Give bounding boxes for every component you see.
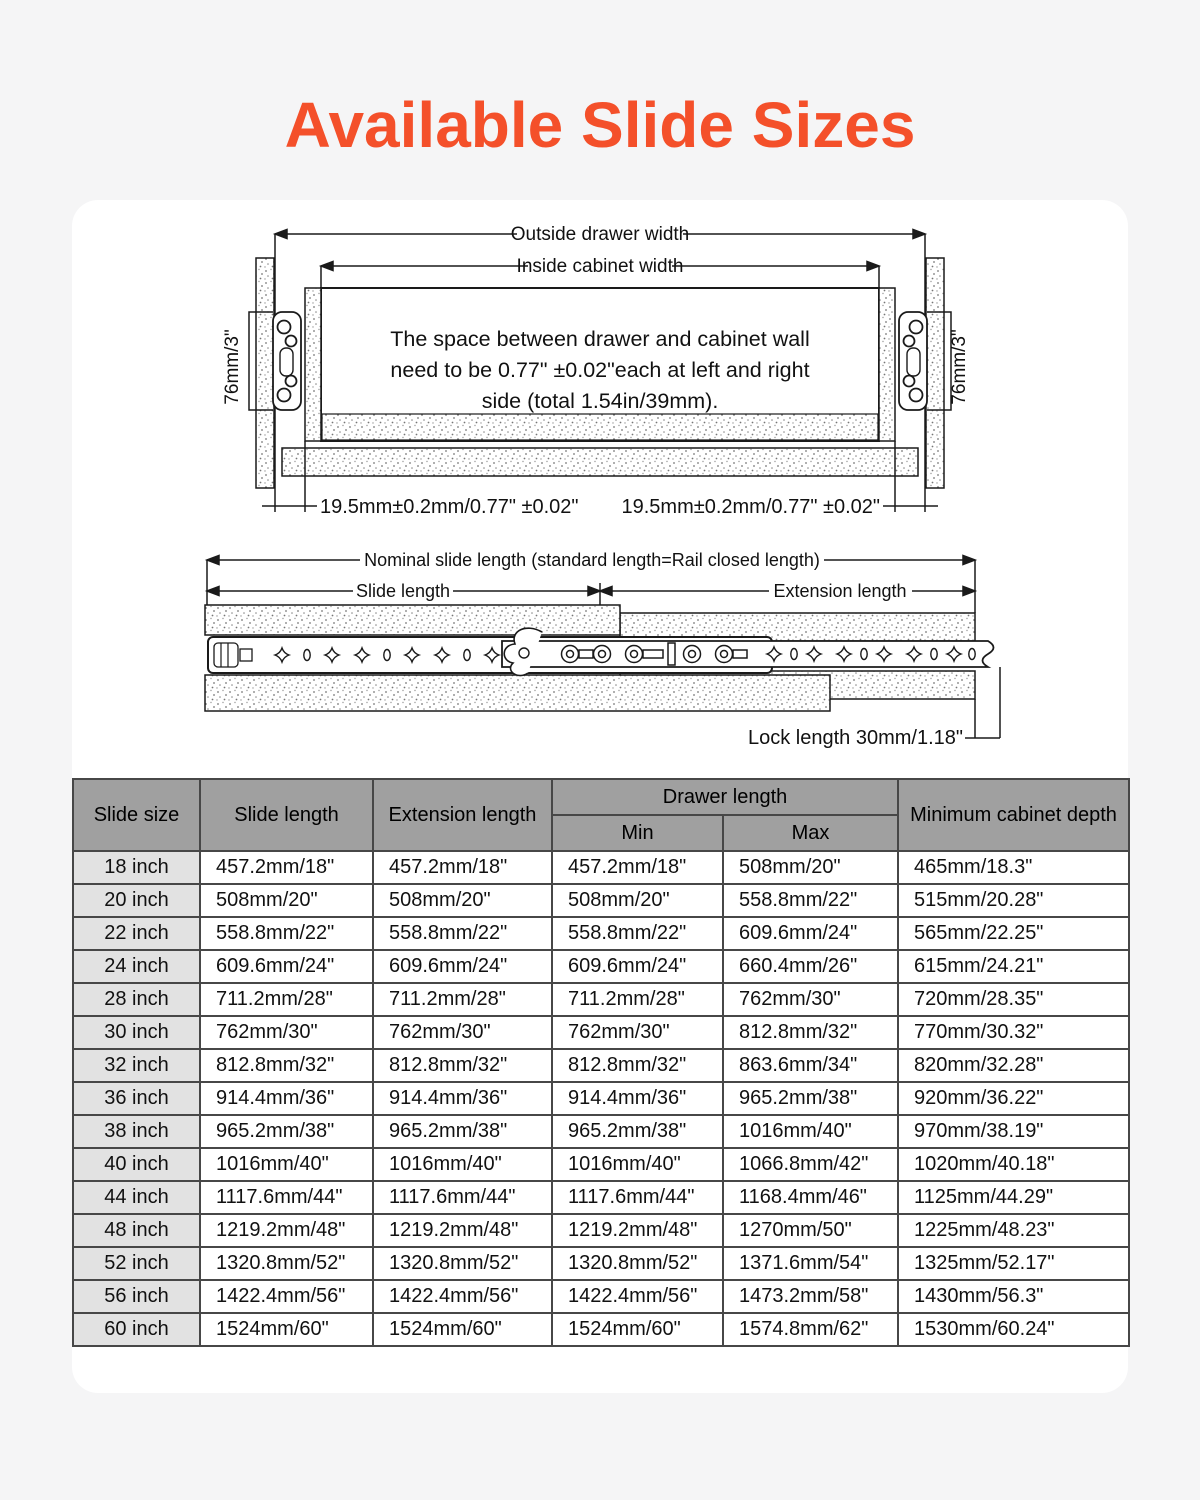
header-slide-size: Slide size [73, 779, 200, 851]
slide-size-table [72, 778, 1130, 1347]
cabinet-wood-bottom [205, 675, 830, 711]
cell-slide-size: 40 inch [73, 1148, 200, 1181]
header-drawer-length: Drawer length [552, 779, 898, 815]
cell-slide-length: 457.2mm/18" [200, 851, 373, 884]
cell-slide-size: 28 inch [73, 983, 200, 1016]
cell-drawer-length-min: 711.2mm/28" [552, 983, 723, 1016]
table-row [73, 917, 1129, 950]
table-row [73, 1148, 1129, 1181]
left-drawer-side [305, 288, 321, 441]
cell-drawer-length-min: 1016mm/40" [552, 1148, 723, 1181]
cell-slide-size: 52 inch [73, 1247, 200, 1280]
table-row [73, 1313, 1129, 1346]
cell-drawer-length-max: 863.6mm/34" [723, 1049, 898, 1082]
cell-drawer-length-min: 1422.4mm/56" [552, 1280, 723, 1313]
cell-min-cabinet-depth: 1325mm/52.17" [898, 1247, 1129, 1280]
clearance-note-line3: side (total 1.54in/39mm). [481, 389, 719, 413]
cell-min-cabinet-depth: 1430mm/56.3" [898, 1280, 1129, 1313]
cell-drawer-length-max: 508mm/20" [723, 851, 898, 884]
cell-min-cabinet-depth: 515mm/20.28" [898, 884, 1129, 917]
cell-slide-length: 711.2mm/28" [200, 983, 373, 1016]
cell-slide-size: 24 inch [73, 950, 200, 983]
left-slide-cross-section [273, 312, 301, 410]
spec-table-wrap [72, 778, 1128, 1347]
cell-min-cabinet-depth: 720mm/28.35" [898, 983, 1129, 1016]
right-cabinet-wall [926, 258, 944, 488]
cabinet-wood-top [205, 605, 620, 635]
left-cabinet-wall [256, 258, 274, 488]
table-row [73, 1115, 1129, 1148]
cell-min-cabinet-depth: 1020mm/40.18" [898, 1148, 1129, 1181]
right-drawer-side [879, 288, 895, 441]
cell-slide-size: 20 inch [73, 884, 200, 917]
cell-min-cabinet-depth: 770mm/30.32" [898, 1016, 1129, 1049]
cell-min-cabinet-depth: 970mm/38.19" [898, 1115, 1129, 1148]
cell-drawer-length-min: 965.2mm/38" [552, 1115, 723, 1148]
right-slide-cross-section [899, 312, 927, 410]
left-clearance-label: 19.5mm±0.2mm/0.77" ±0.02" [320, 496, 579, 518]
slide-length-diagram [72, 533, 1128, 768]
drawer-width-diagram [72, 220, 1128, 532]
cell-min-cabinet-depth: 565mm/22.25" [898, 917, 1129, 950]
table-row [73, 950, 1129, 983]
cell-drawer-length-max: 1066.8mm/42" [723, 1148, 898, 1181]
table-row [73, 851, 1129, 884]
right-clearance-label: 19.5mm±0.2mm/0.77" ±0.02" [621, 496, 880, 518]
cell-slide-length: 914.4mm/36" [200, 1082, 373, 1115]
table-row [73, 884, 1129, 917]
cell-extension-length: 762mm/30" [373, 1016, 552, 1049]
cell-drawer-length-max: 1574.8mm/62" [723, 1313, 898, 1346]
cell-slide-size: 22 inch [73, 917, 200, 950]
cell-extension-length: 1524mm/60" [373, 1313, 552, 1346]
cell-extension-length: 558.8mm/22" [373, 917, 552, 950]
table-row [73, 1049, 1129, 1082]
cell-drawer-length-max: 1270mm/50" [723, 1214, 898, 1247]
cell-drawer-length-max: 1168.4mm/46" [723, 1181, 898, 1214]
table-row [73, 1082, 1129, 1115]
cell-min-cabinet-depth: 820mm/32.28" [898, 1049, 1129, 1082]
cell-slide-size: 44 inch [73, 1181, 200, 1214]
cell-drawer-length-min: 457.2mm/18" [552, 851, 723, 884]
cell-slide-length: 812.8mm/32" [200, 1049, 373, 1082]
header-min-cabinet-depth: Minimum cabinet depth [898, 779, 1129, 851]
cell-drawer-length-max: 1371.6mm/54" [723, 1247, 898, 1280]
cell-extension-length: 1117.6mm/44" [373, 1181, 552, 1214]
cell-drawer-length-min: 558.8mm/22" [552, 917, 723, 950]
cell-extension-length: 1320.8mm/52" [373, 1247, 552, 1280]
table-row [73, 983, 1129, 1016]
cell-slide-length: 1219.2mm/48" [200, 1214, 373, 1247]
right-slide-height-label: 76mm/3" [949, 329, 970, 405]
cell-slide-size: 56 inch [73, 1280, 200, 1313]
header-extension-length: Extension length [373, 779, 552, 851]
clearance-note-line2: need to be 0.77" ±0.02"each at left and right [390, 358, 810, 382]
cell-min-cabinet-depth: 465mm/18.3" [898, 851, 1129, 884]
cell-drawer-length-min: 1219.2mm/48" [552, 1214, 723, 1247]
cell-slide-size: 60 inch [73, 1313, 200, 1346]
cell-slide-size: 38 inch [73, 1115, 200, 1148]
cell-extension-length: 508mm/20" [373, 884, 552, 917]
cell-slide-size: 18 inch [73, 851, 200, 884]
cell-drawer-length-min: 1117.6mm/44" [552, 1181, 723, 1214]
cell-min-cabinet-depth: 1225mm/48.23" [898, 1214, 1129, 1247]
cell-slide-size: 32 inch [73, 1049, 200, 1082]
cell-extension-length: 812.8mm/32" [373, 1049, 552, 1082]
cell-drawer-length-min: 609.6mm/24" [552, 950, 723, 983]
cell-drawer-length-max: 660.4mm/26" [723, 950, 898, 983]
cell-drawer-length-max: 609.6mm/24" [723, 917, 898, 950]
cell-slide-length: 965.2mm/38" [200, 1115, 373, 1148]
cell-drawer-length-min: 762mm/30" [552, 1016, 723, 1049]
table-body [73, 851, 1129, 1346]
cell-slide-size: 36 inch [73, 1082, 200, 1115]
cell-slide-length: 508mm/20" [200, 884, 373, 917]
cell-slide-length: 609.6mm/24" [200, 950, 373, 983]
cell-drawer-length-min: 1524mm/60" [552, 1313, 723, 1346]
cell-extension-length: 965.2mm/38" [373, 1115, 552, 1148]
extension-length-label: Extension length [773, 581, 907, 601]
table-row [73, 1016, 1129, 1049]
slide-length-label: Slide length [355, 581, 451, 601]
cell-slide-length: 1117.6mm/44" [200, 1181, 373, 1214]
clearance-note-line1: The space between drawer and cabinet wall [390, 327, 810, 351]
table-header [73, 779, 1129, 851]
cell-extension-length: 1422.4mm/56" [373, 1280, 552, 1313]
cell-slide-length: 1524mm/60" [200, 1313, 373, 1346]
cell-drawer-length-max: 1473.2mm/58" [723, 1280, 898, 1313]
cell-slide-length: 1422.4mm/56" [200, 1280, 373, 1313]
cell-slide-length: 762mm/30" [200, 1016, 373, 1049]
cell-extension-length: 711.2mm/28" [373, 983, 552, 1016]
cell-min-cabinet-depth: 1530mm/60.24" [898, 1313, 1129, 1346]
header-drawer-length-min: Min [552, 815, 723, 851]
drawer-bottom-panel [322, 414, 878, 440]
cell-drawer-length-min: 914.4mm/36" [552, 1082, 723, 1115]
cell-extension-length: 609.6mm/24" [373, 950, 552, 983]
cell-slide-size: 30 inch [73, 1016, 200, 1049]
header-drawer-length-max: Max [723, 815, 898, 851]
page-title: Available Slide Sizes [284, 89, 916, 161]
cell-drawer-length-min: 812.8mm/32" [552, 1049, 723, 1082]
cell-slide-size: 48 inch [73, 1214, 200, 1247]
cell-extension-length: 914.4mm/36" [373, 1082, 552, 1115]
cell-drawer-length-max: 965.2mm/38" [723, 1082, 898, 1115]
table-row [73, 1247, 1129, 1280]
cell-slide-length: 1016mm/40" [200, 1148, 373, 1181]
lock-length-label: Lock length 30mm/1.18" [748, 727, 963, 749]
table-row [73, 1181, 1129, 1214]
cell-slide-length: 558.8mm/22" [200, 917, 373, 950]
table-row [73, 1280, 1129, 1313]
cell-extension-length: 1016mm/40" [373, 1148, 552, 1181]
cell-slide-length: 1320.8mm/52" [200, 1247, 373, 1280]
header-slide-length: Slide length [200, 779, 373, 851]
cell-min-cabinet-depth: 1125mm/44.29" [898, 1181, 1129, 1214]
cell-min-cabinet-depth: 615mm/24.21" [898, 950, 1129, 983]
cell-drawer-length-min: 508mm/20" [552, 884, 723, 917]
cell-min-cabinet-depth: 920mm/36.22" [898, 1082, 1129, 1115]
cell-drawer-length-max: 812.8mm/32" [723, 1016, 898, 1049]
table-row [73, 1214, 1129, 1247]
inside-cabinet-width-label: Inside cabinet width [516, 256, 684, 277]
cell-drawer-length-max: 1016mm/40" [723, 1115, 898, 1148]
nominal-length-label: Nominal slide length (standard length=Rail closed length) [364, 550, 820, 570]
outside-drawer-width-label: Outside drawer width [510, 224, 690, 245]
cell-drawer-length-min: 1320.8mm/52" [552, 1247, 723, 1280]
left-slide-height-label: 76mm/3" [222, 329, 243, 405]
cabinet-bottom-panel [282, 448, 918, 476]
cell-drawer-length-max: 558.8mm/22" [723, 884, 898, 917]
cell-extension-length: 457.2mm/18" [373, 851, 552, 884]
cell-extension-length: 1219.2mm/48" [373, 1214, 552, 1247]
cell-drawer-length-max: 762mm/30" [723, 983, 898, 1016]
content-card [72, 200, 1128, 1393]
